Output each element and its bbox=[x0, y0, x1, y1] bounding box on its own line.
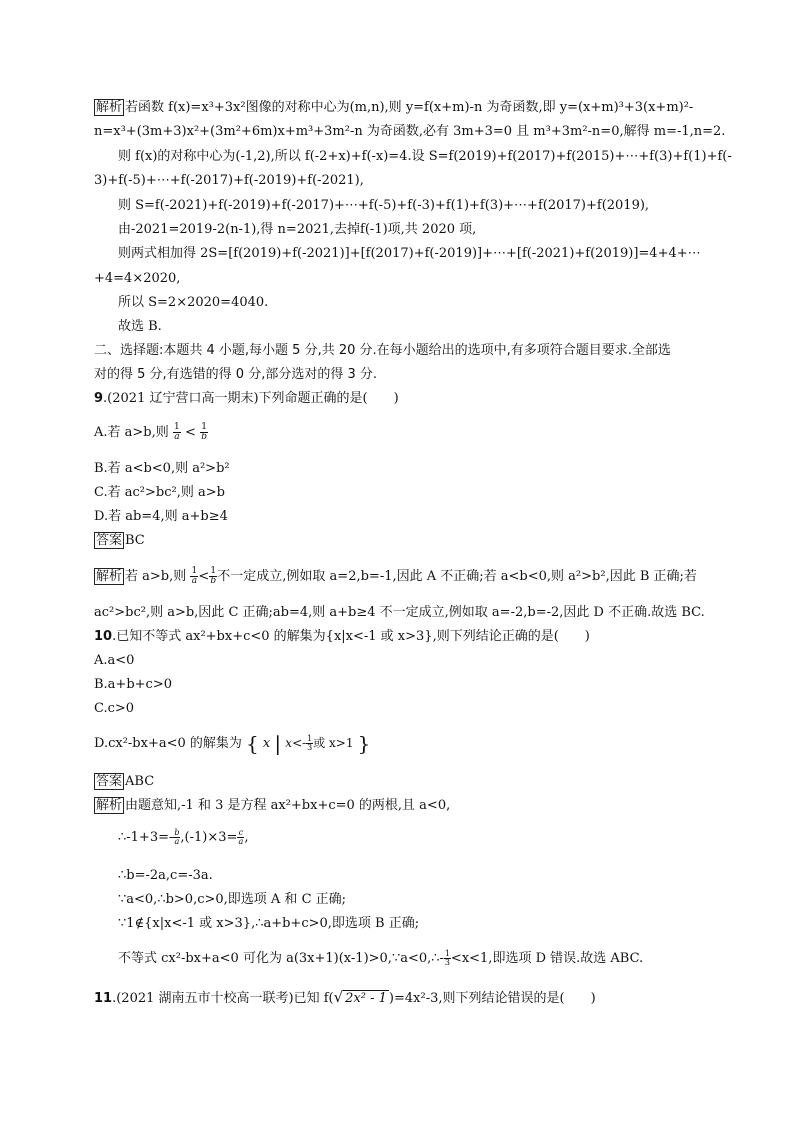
q10-option-c: C.c>0 bbox=[94, 701, 135, 716]
fraction-1-over-a: $\frac{1}{a}$ bbox=[191, 566, 198, 586]
right-brace: } bbox=[357, 731, 371, 756]
q11-number: 11 bbox=[94, 991, 113, 1006]
sqrt-icon: √ bbox=[333, 988, 344, 1006]
q11-stem: 11.(2021 湖南五市十校高一联考)已知 f(√ 2x² - 1 )=4x²-3,则下列结论错误的是( ) bbox=[94, 988, 596, 1006]
fraction-b-over-a: $\frac{b}{a}$ bbox=[174, 828, 180, 846]
analysis-tag: 解析 bbox=[96, 100, 123, 115]
q10-number: 10 bbox=[94, 629, 113, 644]
q9-solution-line-2: ac²>bc²,则 a>b,因此 C 正确;ab=4,则 a+b≥4 不一定成立,例如取 a=-2,b=-2,因此 D 不正确.故选 BC. bbox=[94, 605, 705, 620]
q9-option-c: C.若 ac²>bc²,则 a>b bbox=[94, 485, 225, 500]
answer-tag: 答案 bbox=[96, 533, 123, 548]
q10-answer: 答案 ABC bbox=[96, 774, 155, 789]
q10-option-a: A.a<0 bbox=[94, 653, 135, 668]
fraction-1-over-3: $\frac{1}{3}$ bbox=[307, 734, 313, 752]
q9-stem: 9.(2021 辽宁营口高一期末)下列命题正确的是( ) bbox=[94, 391, 399, 406]
q10-solution-line-6: 不等式 cx²-bx+a<0 可化为 a(3x+1)(x-1)>0,∵a<0,∴- $\frac{1}{3}$ <x<1,即选项 D 错误.故选 ABC. bbox=[118, 949, 644, 967]
q9-answer: 答案 BC bbox=[96, 533, 145, 548]
q10-solution-line-3: ∴b=-2a,c=-3a. bbox=[118, 868, 213, 883]
fraction-1-over-b: $\frac{1}{b}$ bbox=[210, 566, 217, 586]
left-brace: { bbox=[246, 731, 259, 756]
q8-solution-line-8: +4=4×2020, bbox=[94, 271, 181, 286]
q10-solution-line-5: ∵1∉{x|x<-1 或 x>3},∴a+b+c>0,即选项 B 正确; bbox=[118, 916, 420, 931]
q10-solution-line-1: 解析 由题意知,-1 和 3 是方程 ax²+bx+c=0 的两根,且 a<0, bbox=[96, 798, 451, 813]
analysis-tag: 解析 bbox=[96, 798, 123, 813]
q9-number: 9 bbox=[94, 391, 104, 406]
fraction-c-over-a: $\frac{c}{a}$ bbox=[238, 828, 244, 846]
fraction-1-over-a: $\frac{1}{a}$ bbox=[174, 422, 180, 442]
q10-solution-line-2: ∴-1+3=- $\frac{b}{a}$ ,(-1)×3= $\frac{c}{a}$ , bbox=[118, 828, 249, 846]
q9-option-a: A.若 a>b,则 $\frac{1}{a}$ < $\frac{1}{b}$ bbox=[94, 422, 207, 442]
q8-solution-line-5: 则 S=f(-2021)+f(-2019)+f(-2017)+⋯+f(-5)+f(-3)+f(1)+f(3)+⋯+f(2017)+f(2019), bbox=[118, 198, 650, 213]
q8-solution-line-6: 由-2021=2019-2(n-1),得 n=2021,去掉f(-1)项,共 2020 项, bbox=[118, 222, 477, 237]
set-bar: | bbox=[274, 731, 282, 756]
q10-stem: 10.已知不等式 ax²+bx+c<0 的解集为{x|x<-1 或 x>3},则下列结论正确的是( ) bbox=[94, 629, 590, 644]
q8-solution-line-1: 解析 若函数 f(x)=x³+3x²图像的对称中心为(m,n),则 y=f(x+m)-n 为奇函数,即 y=(x+m)³+3(x+m)²- bbox=[96, 100, 694, 115]
fraction-1-over-b: $\frac{1}{b}$ bbox=[201, 422, 207, 442]
q10-option-d: D.cx²-bx+a<0 的解集为 { x | x<- $\frac{1}{3}$ 或 x>1 } bbox=[94, 731, 371, 756]
answer-tag: 答案 bbox=[96, 774, 123, 789]
q10-option-b: B.a+b+c>0 bbox=[94, 677, 172, 692]
q8-solution-line-2: n=x³+(3m+3)x²+(3m²+6m)x+m³+3m²-n 为奇函数,必有 3m+3=0 且 m³+3m²-n=0,解得 m=-1,n=2. bbox=[94, 124, 726, 139]
q8-solution-line-9: 所以 S=2×2020=4040. bbox=[118, 295, 269, 310]
section-header-line-2: 对的得 5 分,有选错的得 0 分,部分选对的得 3 分. bbox=[94, 367, 378, 382]
q8-solution-line-4: 3)+f(-5)+⋯+f(-2017)+f(-2019)+f(-2021), bbox=[94, 173, 364, 188]
q9-solution-line-1: 解析 若 a>b,则 $\frac{1}{a}$ < $\frac{1}{b}$ 不一定成立,例如取 a=2,b=-1,因此 A 不正确;若 a<b<0,则 a²>b²,因此 B 正确;若 bbox=[96, 566, 697, 586]
q10-solution-line-4: ∵a<0,∴b>0,c>0,即选项 A 和 C 正确; bbox=[118, 892, 347, 907]
section-header-line-1: 二、选择题:本题共 4 小题,每小题 5 分,共 20 分.在每小题给出的选项中,有多项符合题目要求.全部选 bbox=[94, 343, 671, 358]
analysis-tag: 解析 bbox=[96, 569, 123, 584]
q9-option-b: B.若 a<b<0,则 a²>b² bbox=[94, 461, 230, 476]
q8-solution-line-3: 则 f(x)的对称中心为(-1,2),所以 f(-2+x)+f(-x)=4.设 S=f(2019)+f(2017)+f(2015)+⋯+f(3)+f(1)+f(- bbox=[118, 149, 732, 164]
sqrt-expression: √ 2x² - 1 bbox=[333, 988, 387, 1006]
q9-option-d: D.若 ab=4,则 a+b≥4 bbox=[94, 509, 228, 524]
q8-solution-line-7: 则两式相加得 2S=[f(2019)+f(-2021)]+[f(2017)+f(-2019)]+⋯+[f(-2021)+f(2019)]=4+4+⋯ bbox=[118, 246, 701, 261]
q8-solution-line-10: 故选 B. bbox=[118, 319, 162, 334]
fraction-1-over-3: $\frac{1}{3}$ bbox=[444, 949, 450, 967]
